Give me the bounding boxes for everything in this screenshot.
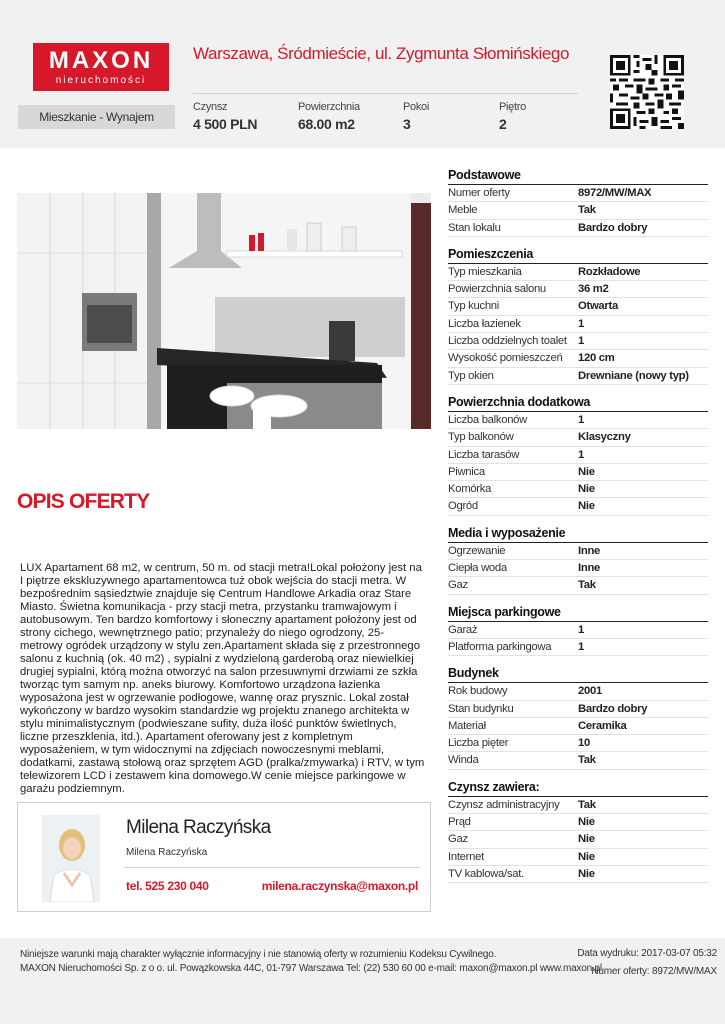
specs-panel [448, 166, 708, 891]
logo-sub: nieruchomości [55, 75, 147, 86]
spec-row [448, 264, 708, 281]
spec-value: Nie [578, 483, 595, 496]
spec-row [448, 831, 708, 848]
spec-row [448, 202, 708, 219]
description-text: LUX Apartament 68 m2, w centrum, 50 m. od stacji metra!Lokal położony jest na I piętrze ekskluzywnego apartamentowca tuż obok wejścia do stacji metra. W bezpośrednim sąsiedztwie znajduje się Centrum Handlowe Arkadia oraz Stare Miasto. Świetna komunikacja - przy stacji metra, przystanku tramwajowym i autobusowym. Ten bardzo komfortowy i słoneczny apartament położony jest od strony cichego, wewnętrznego patio; przynależy do niego ogrodzony, 25-metrowy ogródek urządzony w stylu zen.Apartament składa się z przestronnego salonu z kuchnią (ok. 40 m2) , sypialni z wydzieloną garderobą oraz niewielkiej drugiej sypialni, którą można otworzyć na salon przesuwnymi drzwiami ze szkła tworząc tym samym np. aneks biurowy. Komfortowo urządzona łazienka wyposażona jest w ogrzewanie podłogowe, wannę oraz prysznic. Lokal został wykończony w bardzo wysokim standardzie wg projektu znanego architekta w stylu minimalistycznym (podwieszane sufity, duża ilość punktów świetlnych, liczne przeszklenia, itd.). Apartament oferowany jest z kompletnym wyposażeniem, w tym widocznymi na zdjęciach nowoczesnymi meblami, dodatkami, zastawą stołową oraz sprzętem AGD (pralka/zmywarka) i RTV, w tym telewizorem LCD i zestawem kina domowego.W cenie miejsce parkingowe w garażu podziemnym. [20, 562, 425, 795]
spec-label: Komórka [448, 483, 492, 496]
spec-label: Stan lokalu [448, 221, 501, 234]
spec-label: Rok budowy [448, 685, 508, 698]
spec-label: Typ kuchni [448, 300, 500, 313]
spec-label: Ciepła woda [448, 562, 507, 575]
spec-section [448, 245, 708, 385]
spec-section-title: Budynek [448, 664, 708, 683]
spec-row [448, 849, 708, 866]
agent-email-link[interactable]: milena.raczynska@maxon.pl [261, 879, 418, 893]
spec-section [448, 778, 708, 883]
spec-label: Powierzchnia salonu [448, 283, 546, 296]
stat-area [298, 101, 360, 132]
spec-row [448, 543, 708, 560]
spec-value: 1 [578, 413, 584, 426]
listing-type: Mieszkanie - Wynajem [18, 105, 175, 129]
spec-row [448, 464, 708, 481]
spec-label: Materiał [448, 719, 486, 732]
spec-label: Typ balkonów [448, 431, 514, 444]
spec-row [448, 735, 708, 752]
spec-section [448, 524, 708, 595]
spec-section-title: Media i wyposażenie [448, 524, 708, 543]
spec-value: 1 [578, 335, 584, 348]
spec-row [448, 281, 708, 298]
stat-value: 2 [499, 116, 507, 132]
stat-rent [193, 101, 257, 132]
spec-label: Stan budynku [448, 702, 514, 715]
spec-value: Nie [578, 867, 595, 880]
agent-card [17, 802, 431, 912]
spec-label: Ogród [448, 500, 478, 513]
spec-row [448, 814, 708, 831]
stat-floor [499, 101, 526, 132]
spec-section [448, 664, 708, 769]
spec-row [448, 185, 708, 202]
spec-row [448, 683, 708, 700]
spec-section-title: Powierzchnia dodatkowa [448, 393, 708, 412]
spec-value: 8972/MW/MAX [578, 187, 652, 199]
spec-value: Ceramika [578, 719, 627, 732]
spec-value: Inne [578, 562, 601, 575]
spec-row [448, 498, 708, 515]
spec-row [448, 412, 708, 429]
maxon-logo[interactable] [33, 43, 169, 91]
spec-value: Otwarta [578, 300, 618, 313]
spec-label: Gaz [448, 579, 468, 592]
spec-section-title: Podstawowe [448, 166, 708, 185]
spec-label: Wysokość pomieszczeń [448, 352, 563, 365]
spec-value: Tak [578, 579, 596, 592]
spec-label: Gaz [448, 833, 468, 846]
agent-subname: Milena Raczyńska [126, 847, 208, 858]
spec-label: Liczba oddzielnych toalet [448, 335, 567, 348]
spec-value: 1 [578, 317, 584, 330]
stat-value: 4 500 PLN [193, 116, 258, 132]
spec-value: 1 [578, 448, 584, 461]
spec-value: Nie [578, 465, 595, 478]
stat-rooms [403, 101, 429, 132]
spec-label: Internet [448, 850, 484, 863]
footer [0, 938, 725, 1024]
spec-value: Inne [578, 544, 601, 557]
spec-value: 1 [578, 623, 584, 636]
spec-row [448, 298, 708, 315]
spec-row [448, 481, 708, 498]
spec-section [448, 166, 708, 237]
spec-label: Numer oferty [448, 187, 510, 199]
agent-phone-link[interactable]: tel. 525 230 040 [126, 879, 209, 893]
stat-label: Piętro [499, 101, 526, 113]
description-title: OPIS OFERTY [17, 490, 150, 513]
spec-label: Platforma parkingowa [448, 640, 552, 653]
spec-value: 1 [578, 640, 584, 653]
stat-value: 68.00 m2 [298, 116, 355, 132]
spec-value: Nie [578, 833, 595, 846]
spec-value: Nie [578, 850, 595, 863]
spec-row [448, 447, 708, 464]
footer-offer-number: Numer oferty: 8972/MW/MAX [591, 966, 717, 977]
logo-brand: MAXON [48, 47, 154, 74]
spec-row [448, 866, 708, 883]
spec-label: Typ okien [448, 369, 494, 382]
spec-section-title: Czynsz zawiera: [448, 778, 708, 797]
spec-label: Liczba tarasów [448, 448, 520, 461]
agent-name: Milena Raczyńska [126, 817, 271, 838]
agent-avatar [42, 815, 100, 902]
spec-value: 10 [578, 737, 590, 750]
spec-row [448, 577, 708, 594]
spec-row [448, 368, 708, 385]
spec-value: Tak [578, 204, 596, 217]
stat-label: Czynsz [193, 101, 228, 113]
header [0, 0, 725, 148]
stat-value: 3 [403, 116, 411, 132]
spec-value: Tak [578, 798, 596, 811]
spec-section [448, 393, 708, 516]
spec-label: Prąd [448, 816, 471, 829]
spec-value: Bardzo dobry [578, 221, 648, 234]
stat-label: Pokoi [403, 101, 430, 113]
spec-row [448, 350, 708, 367]
spec-label: Piwnica [448, 465, 485, 478]
agent-divider [124, 867, 420, 868]
spec-value: Bardzo dobry [578, 702, 648, 715]
spec-value: Nie [578, 816, 595, 829]
spec-label: Liczba łazienek [448, 317, 521, 330]
title-divider [193, 93, 578, 94]
spec-row [448, 429, 708, 446]
footer-company-info: MAXON Nieruchomości Sp. z o o. ul. Powązkowska 44C, 01-797 Warszawa Tel: (22) 530 60 00 e-mail: maxon@maxon.pl www.maxon.pl [20, 963, 602, 974]
spec-value: Drewniane (nowy typ) [578, 369, 689, 382]
spec-value: Rozkładowe [578, 265, 641, 278]
spec-label: Meble [448, 204, 478, 217]
spec-row [448, 639, 708, 656]
spec-value: 2001 [578, 685, 602, 698]
spec-row [448, 622, 708, 639]
spec-section-title: Pomieszczenia [448, 245, 708, 264]
spec-value: Klasyczny [578, 431, 631, 444]
spec-value: Nie [578, 500, 595, 513]
spec-row [448, 718, 708, 735]
spec-label: Liczba balkonów [448, 413, 528, 426]
spec-row [448, 220, 708, 237]
spec-label: Typ mieszkania [448, 265, 522, 278]
spec-section [448, 603, 708, 657]
spec-label: Winda [448, 754, 479, 767]
kitchen-photo[interactable] [17, 193, 431, 429]
spec-value: Tak [578, 754, 596, 767]
spec-row [448, 701, 708, 718]
spec-label: Czynsz administracyjny [448, 798, 560, 811]
spec-row [448, 797, 708, 814]
spec-label: Ogrzewanie [448, 544, 506, 557]
spec-label: Liczba pięter [448, 737, 509, 750]
spec-section-title: Miejsca parkingowe [448, 603, 708, 622]
spec-value: 120 cm [578, 352, 615, 365]
qr-code-icon[interactable] [610, 55, 684, 129]
spec-label: TV kablowa/sat. [448, 867, 524, 880]
footer-disclaimer: Niniejsze warunki mają charakter wyłącznie informacyjny i nie stanowią oferty w rozumieniu Kodeksu Cywilnego. [20, 949, 497, 960]
spec-value: 36 m2 [578, 283, 609, 296]
spec-row [448, 333, 708, 350]
spec-row [448, 560, 708, 577]
spec-row [448, 316, 708, 333]
spec-label: Garaż [448, 623, 478, 636]
spec-row [448, 752, 708, 769]
footer-print-date: Data wydruku: 2017-03-07 05:32 [577, 948, 717, 959]
stat-label: Powierzchnia [298, 101, 360, 113]
listing-title: Warszawa, Śródmieście, ul. Zygmunta Słomińskiego [193, 44, 570, 63]
